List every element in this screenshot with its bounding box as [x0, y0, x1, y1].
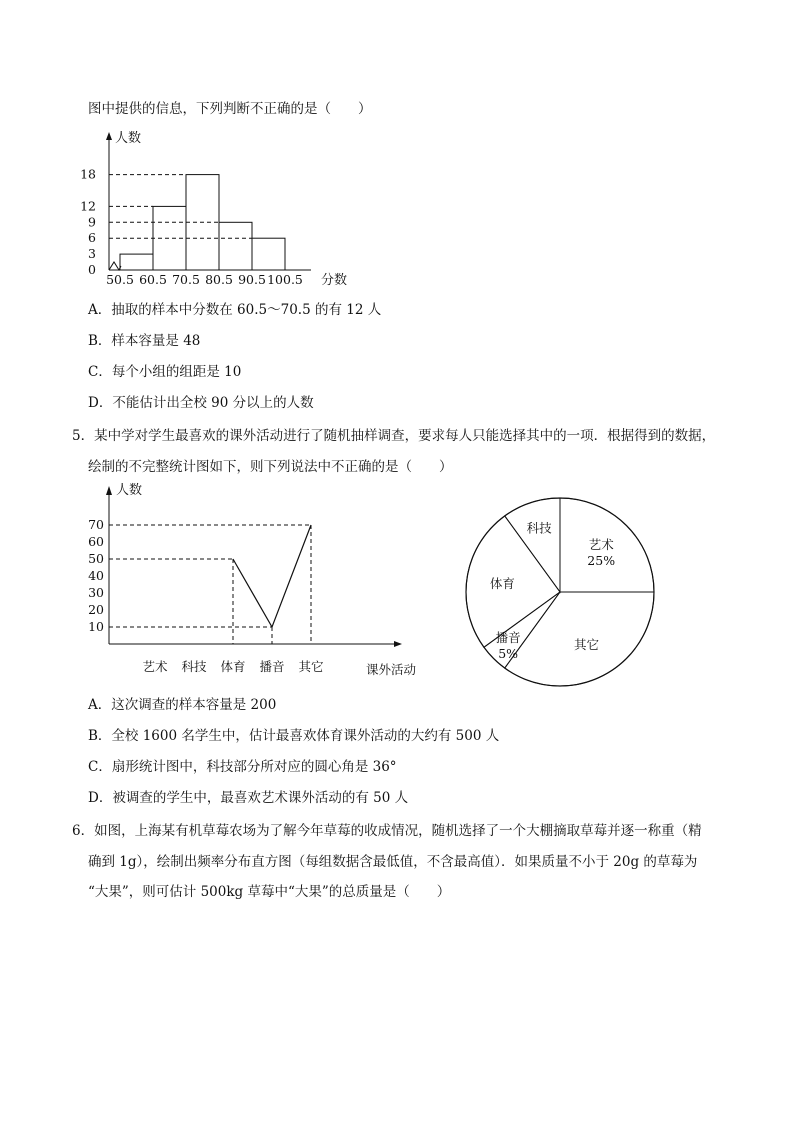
y-tick-label: 50: [88, 551, 104, 566]
y-tick-label: 18: [80, 166, 96, 182]
x-tick-label: 70.5: [172, 272, 200, 287]
q6-line2: 确到 1g），绘制出频率分布直方图（每组数据含最低值，不含最高值）．如果质量不小于 20g 的草莓为: [88, 854, 698, 870]
x-category-label: 播音: [259, 659, 285, 674]
y-tick-label: 10: [88, 619, 104, 634]
axis-break-zigzag: [109, 262, 121, 270]
q5-option-a: A．这次调查的样本容量是 200: [88, 697, 277, 713]
pie-slice-label: 艺术: [588, 536, 614, 552]
y-tick-label: 70: [88, 517, 104, 532]
pie-slice-percent: 25%: [587, 552, 616, 568]
y-axis-label: 人数: [116, 483, 143, 498]
q4-option-b: B．样本容量是 48: [88, 333, 201, 349]
y-tick-label: 9: [88, 214, 96, 230]
pie-slice-label: 科技: [526, 520, 552, 536]
pie-slice-label: 体育: [489, 575, 515, 591]
pie-slice-percent: 5%: [498, 645, 519, 661]
data-line: [233, 525, 311, 627]
pie-slice-label: 其它: [573, 636, 599, 652]
y-tick-label: 12: [80, 198, 96, 214]
y-axis-label: 人数: [115, 131, 142, 146]
histogram-bar: [219, 222, 252, 270]
q6-line1: 6．如图，上海某有机草莓农场为了解今年草莓的收成情况，随机选择了一个大棚摘取草莓并逐一称重（精: [72, 823, 702, 839]
q4-option-d: D．不能估计出全校 90 分以上的人数: [88, 395, 314, 411]
pie-chart: [462, 494, 662, 694]
x-category-label: 科技: [181, 659, 207, 674]
y-tick-label: 20: [88, 602, 104, 617]
histogram-bar: [120, 254, 153, 270]
y-tick-label: 40: [88, 568, 104, 583]
q5-option-d: D．被调查的学生中，最喜欢艺术课外活动的有 50 人: [88, 790, 409, 806]
q4-option-c: C．每个小组的组距是 10: [88, 364, 242, 380]
x-tick-label: 100.5: [267, 272, 303, 287]
x-category-label: 其它: [298, 659, 324, 674]
q5-option-b: B．全校 1600 名学生中，估计最喜欢体育课外活动的大约有 500 人: [88, 728, 500, 744]
y-axis-arrow: [106, 132, 112, 140]
y-tick-label: 6: [88, 230, 96, 246]
x-tick-label: 80.5: [205, 272, 233, 287]
x-category-label: 体育: [220, 659, 246, 674]
x-axis-label: 课外活动: [366, 662, 417, 677]
y-axis-arrow: [106, 486, 112, 495]
histogram-bar: [252, 238, 285, 270]
q6-line3: “大果”，则可估计 500kg 草莓中“大果”的总质量是（ ）: [88, 884, 451, 900]
x-axis-arrow: [394, 641, 402, 647]
x-tick-label: 90.5: [238, 272, 266, 287]
q5-option-c: C．扇形统计图中，科技部分所对应的圆心角是 36°: [88, 759, 397, 775]
y-tick-label: 0: [88, 262, 96, 277]
y-tick-label: 30: [88, 585, 104, 600]
line-chart: [80, 478, 430, 688]
x-axis-label: 分数: [321, 273, 348, 288]
x-tick-label: 60.5: [139, 272, 167, 287]
q4-stem: 图中提供的信息，下列判断不正确的是（ ）: [88, 101, 372, 117]
y-tick-label: 60: [88, 534, 104, 549]
q5-stem-line1: 5．某中学对学生最喜欢的课外活动进行了随机抽样调查，要求每人只能选择其中的一项．根据得到的数据，: [72, 428, 716, 444]
x-tick-label: 50.5: [106, 272, 134, 287]
q4-option-a: A．抽取的样本中分数在 60.5～70.5 的有 12 人: [88, 302, 382, 318]
q5-stem-line2: 绘制的不完整统计图如下，则下列说法中不正确的是（ ）: [88, 459, 453, 475]
pie-slice-label: 播音: [495, 629, 521, 645]
histogram-chart: [80, 120, 460, 300]
x-category-label: 艺术: [142, 659, 168, 674]
y-tick-label: 3: [88, 246, 96, 262]
